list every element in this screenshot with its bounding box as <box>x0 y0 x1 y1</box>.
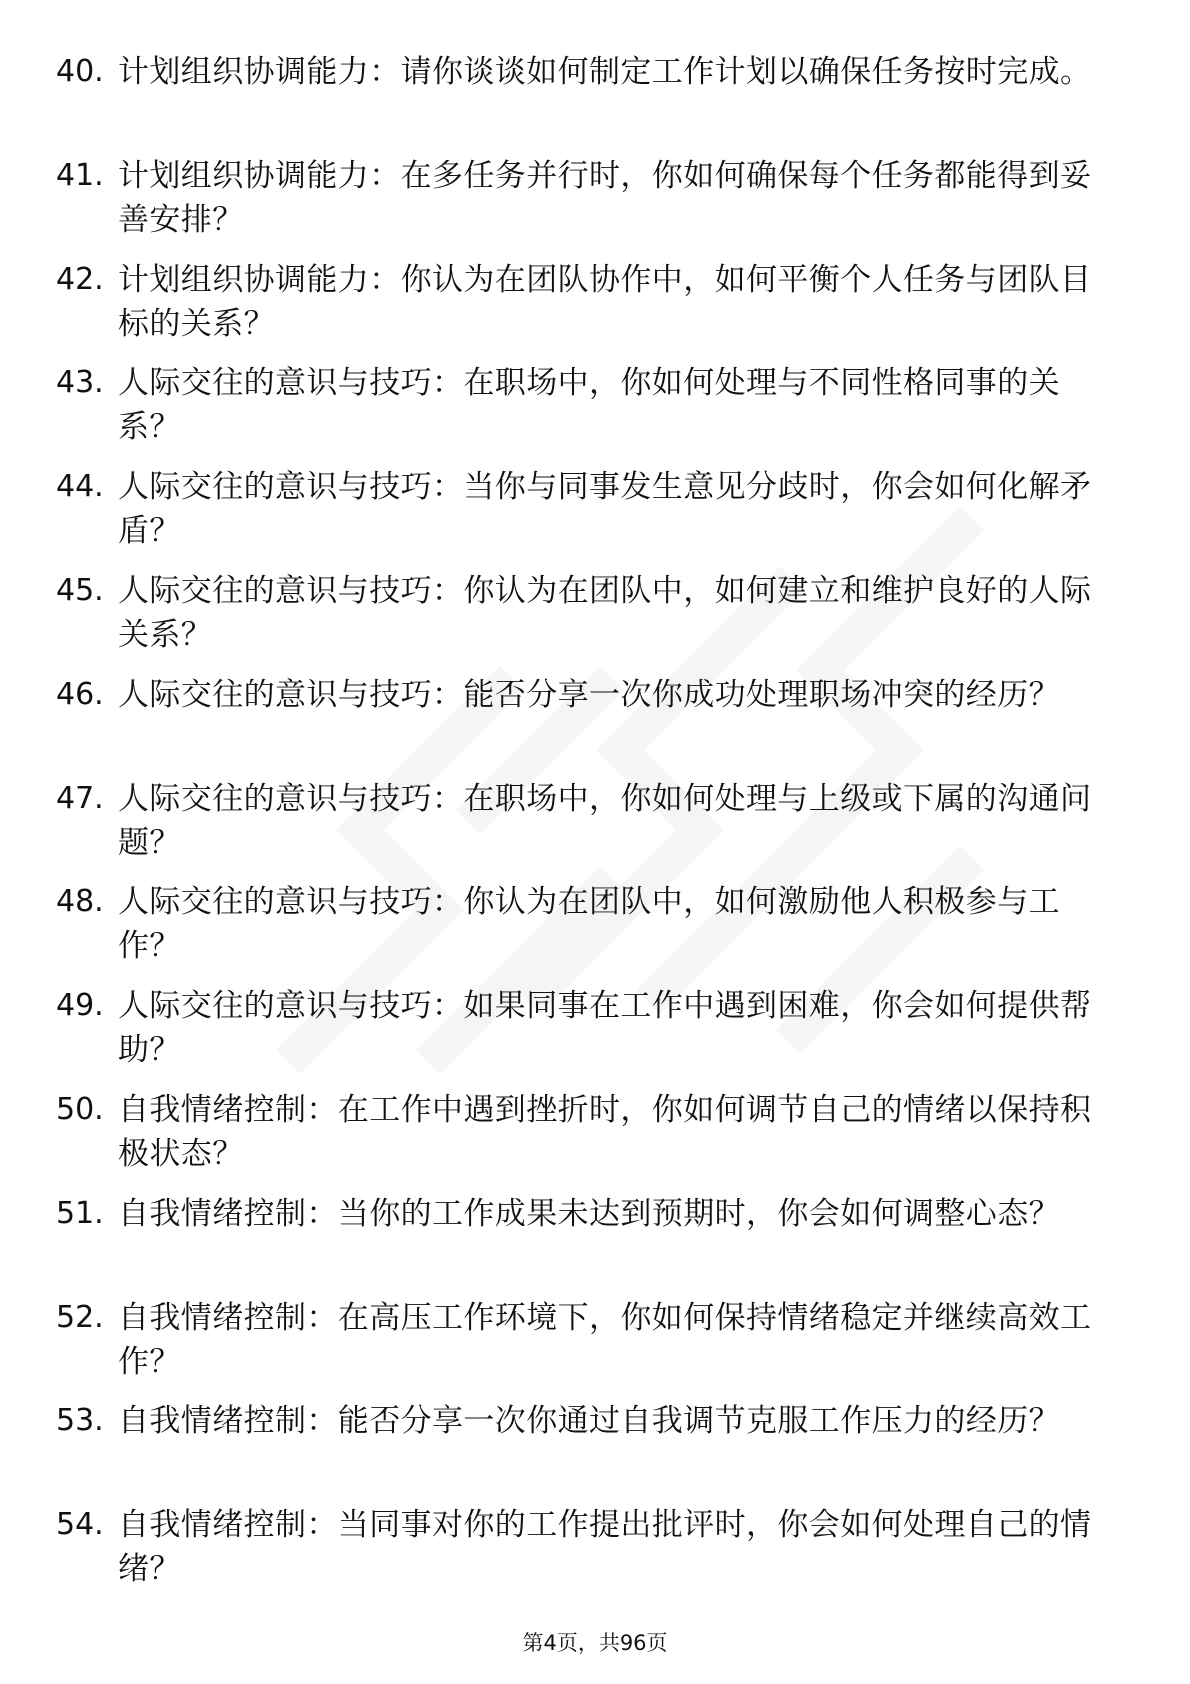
question-text: 自我情绪控制：能否分享一次你通过自我调节克服工作压力的经历？ <box>118 1403 1060 1440</box>
question-text: 人际交往的意识与技巧：在职场中，你如何处理与上级或下属的沟通问题？ <box>118 780 1092 861</box>
question-number: 40. <box>56 54 104 89</box>
question-text: 人际交往的意识与技巧：在职场中，你如何处理与不同性格同事的关系？ <box>118 365 1060 446</box>
list-item <box>56 465 1116 569</box>
question-text: 自我情绪控制：在高压工作环境下，你如何保持情绪稳定并继续高效工作？ <box>118 1299 1092 1380</box>
question-text: 自我情绪控制：在工作中遇到挫折时，你如何调节自己的情绪以保持积极状态？ <box>118 1091 1092 1172</box>
question-text: 自我情绪控制：当同事对你的工作提出批评时，你会如何处理自己的情绪？ <box>118 1507 1092 1588</box>
list-item <box>56 1399 1116 1503</box>
question-number: 44. <box>56 469 104 505</box>
question-text: 人际交往的意识与技巧：当你与同事发生意见分歧时，你会如何化解矛盾？ <box>118 469 1092 550</box>
question-number: 54. <box>56 1507 104 1543</box>
question-text: 人际交往的意识与技巧：如果同事在工作中遇到困难，你会如何提供帮助？ <box>118 988 1092 1069</box>
question-list <box>56 50 1116 1607</box>
question-number: 42. <box>56 261 104 297</box>
list-item <box>56 154 1116 258</box>
list-item <box>56 673 1116 777</box>
list-item <box>56 880 1116 984</box>
question-number: 47. <box>56 780 104 816</box>
question-text: 计划组织协调能力：你认为在团队协作中，如何平衡个人任务与团队目标的关系？ <box>118 261 1092 342</box>
question-text: 人际交往的意识与技巧：你认为在团队中，如何建立和维护良好的人际关系？ <box>118 572 1092 653</box>
list-item <box>56 258 1116 362</box>
question-number: 45. <box>56 572 104 608</box>
question-text: 自我情绪控制：当你的工作成果未达到预期时，你会如何调整心态？ <box>118 1195 1060 1232</box>
question-text: 计划组织协调能力：在多任务并行时，你如何确保每个任务都能得到妥善安排？ <box>118 157 1092 238</box>
question-number: 52. <box>56 1299 104 1335</box>
question-number: 48. <box>56 884 104 920</box>
list-item <box>56 777 1116 881</box>
list-item <box>56 1192 1116 1296</box>
list-item <box>56 361 1116 465</box>
list-item <box>56 1503 1116 1607</box>
question-number: 46. <box>56 676 104 712</box>
list-item <box>56 569 1116 673</box>
question-number: 53. <box>56 1403 104 1439</box>
question-number: 43. <box>56 365 104 401</box>
question-text: 人际交往的意识与技巧：你认为在团队中，如何激励他人积极参与工作？ <box>118 884 1060 965</box>
list-item <box>56 1088 1116 1192</box>
question-number: 50. <box>56 1091 104 1127</box>
list-item <box>56 984 1116 1088</box>
list-item <box>56 1296 1116 1400</box>
question-text: 计划组织协调能力：请你谈谈如何制定工作计划以确保任务按时完成。 <box>118 54 1092 90</box>
page-number: 第4页，共96页 <box>522 1631 668 1655</box>
question-number: 41. <box>56 157 104 193</box>
question-text: 人际交往的意识与技巧：能否分享一次你成功处理职场冲突的经历？ <box>118 676 1060 713</box>
question-number: 49. <box>56 988 104 1024</box>
question-number: 51. <box>56 1195 104 1231</box>
list-item <box>56 50 1116 154</box>
